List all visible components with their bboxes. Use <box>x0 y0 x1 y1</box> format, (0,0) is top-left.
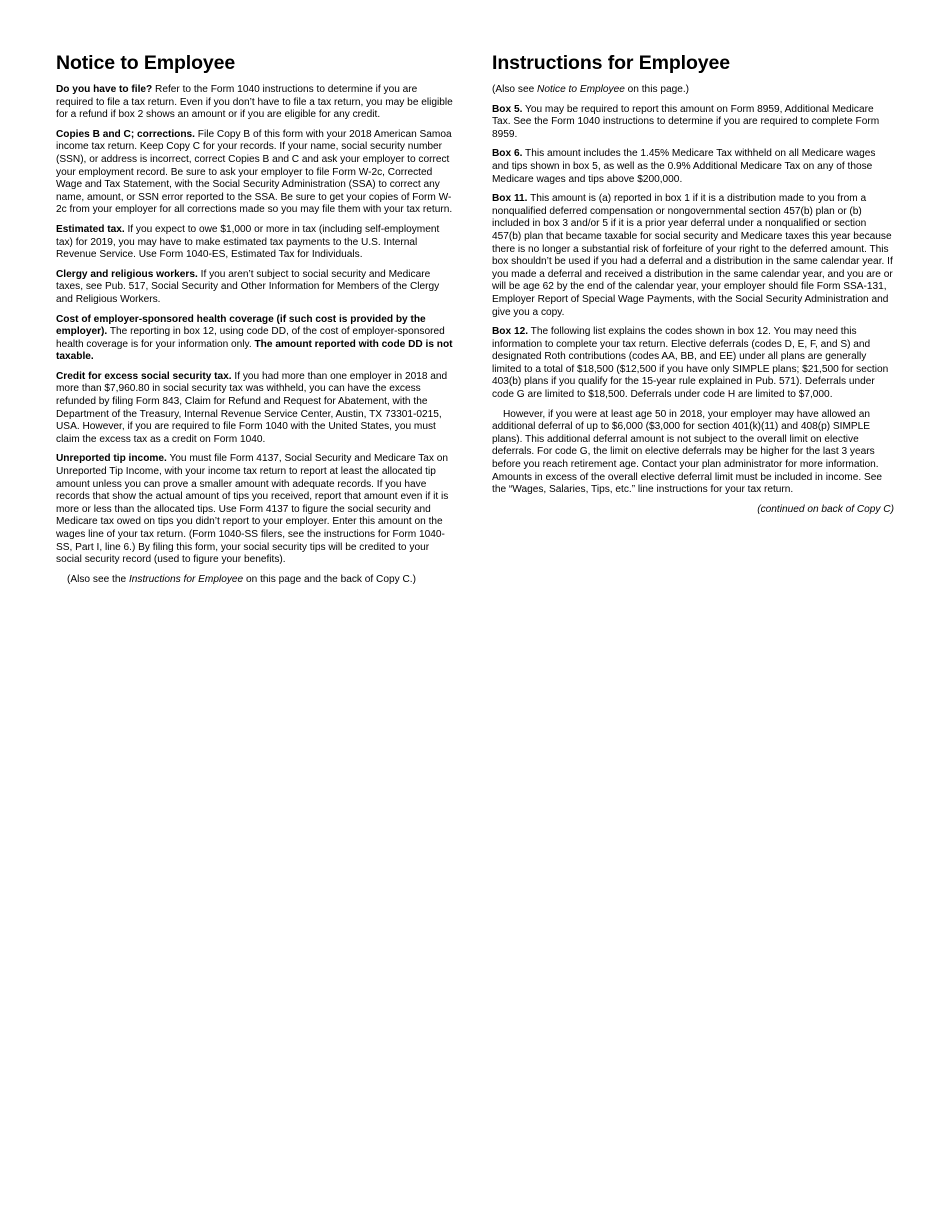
notice-see-also-post: on this page and the back of Copy C.) <box>246 573 416 585</box>
paragraph-box11 <box>492 193 894 319</box>
instructions-for-employee-column <box>492 52 894 523</box>
text-box11: This amount is (a) reported in box 1 if it is a distribution made to you from a nonqualified deferred compensation or nongovernmental section 457(b) plan or (b) included in box 3 and/or 5 if it is a prior year deferral under a nonqualified or section 457(b) plan that became taxable for social security and Medicare taxes this year because there is no longer a substantial risk of forfeiture of your right to the deferred amount. This box shouldn’t be used if you had a deferral and a distribution in the same calendar year. If you made a deferral and received a distribution in the same calendar year, and you are or will be age 62 by the end of the calendar year, your employer should file Form SSA-131, Employer Report of Special Wage Payments, with the Social Security Administration and give you a copy. <box>492 193 893 318</box>
heading-estimated: Estimated tax. <box>56 223 125 235</box>
heading-box5: Box 5. <box>492 103 523 115</box>
heading-clergy: Clergy and religious workers. <box>56 268 198 280</box>
text-health-bold: The amount reported with code DD is not taxable. <box>56 338 453 363</box>
heading-copies: Copies B and C; corrections. <box>56 128 195 140</box>
notice-see-also-pre: (Also see the <box>67 573 127 585</box>
paragraph-clergy <box>56 269 456 307</box>
notice-to-employee-column <box>56 52 456 593</box>
text-tip: You must file Form 4137, Social Security and Medicare Tax on Unreported Tip Income, with your income tax return to report at least the allocated tip amount unless you can prove a smaller amount with adequate records. If you have records that show the actual amount of tips you received, report that amount even if it is more or less than the allocated tips. Use Form 4137 to figure the social security and Medicare tax owed on tips you didn’t report to your employer. Enter this amount on the wages line of your tax return. (Form 1040-SS filers, see the instructions for Form 1040-SS, Part I, line 6.) By filing this form, your social security tips will be credited to your social security record (used to figure your benefits). <box>56 453 449 566</box>
text-credit: If you had more than one employer in 2018 and more than $7,960.80 in social security tax was withheld, you can have the excess refunded by filing Form 843, Claim for Refund and Request for Abatement, with the Department of the Treasury, Internal Revenue Service Center, Austin, TX 73301-0215, USA. However, if you are required to file Form 1040 with the United States, you must claim the excess tax as a credit on Form 1040. <box>56 370 448 445</box>
text-box5: You may be required to report this amount on Form 8959, Additional Medicare Tax. See the Form 1040 instructions to determine if you are required to complete Form 8959. <box>492 103 880 140</box>
paragraph-box6 <box>492 148 894 186</box>
heading-health: Cost of employer-sponsored health coverage (if such cost is provided by the employer). <box>56 313 426 338</box>
paragraph-estimated <box>56 224 456 262</box>
paragraph-box12-continued: However, if you were at least age 50 in 2018, your employer may have allowed an additional deferral of up to $6,000 ($3,000 for section 401(k)(11) and 408(p) SIMPLE plans). This additional deferral amount is not subject to the overall limit on elective deferrals. For code G, the limit on elective deferrals may be higher for the last 3 years before you reach retirement age. Contact your plan administrator for more information. Amounts in excess of the overall elective deferral limit must be included in income. See the “Wages, Salaries, Tips, etc.” line instructions for your tax return. <box>492 408 883 496</box>
paragraph-instructions-see-also <box>492 84 894 97</box>
continued-note: (continued on back of Copy C) <box>757 503 894 515</box>
instructions-see-also-post: on this page.) <box>627 84 690 95</box>
heading-box11: Box 11. <box>492 193 528 205</box>
heading-tip: Unreported tip income. <box>56 453 167 465</box>
heading-credit: Credit for excess social security tax. <box>56 370 232 382</box>
paragraph-file <box>56 84 456 122</box>
paragraph-notice-see-also <box>56 574 456 587</box>
instructions-see-also-pre: (Also see <box>492 84 535 95</box>
notice-see-also-italic: Instructions for Employee <box>128 573 244 585</box>
heading-box6: Box 6. <box>492 148 523 160</box>
text-clergy: If you aren’t subject to social security and Medicare taxes, see Pub. 517, Social Security and Other Information for Members of the Clergy and Religious Workers. <box>56 268 440 305</box>
instructions-see-also-italic: Notice to Employee <box>537 84 625 95</box>
paragraph-box5 <box>492 104 894 142</box>
paragraph-credit <box>56 371 456 447</box>
paragraph-tip <box>56 453 456 566</box>
heading-box12: Box 12. <box>492 326 529 338</box>
paragraph-copies <box>56 129 456 217</box>
text-copies: File Copy B of this form with your 2018 American Samoa income tax return. Keep Copy C for your records. If your name, social security number (SSN), or address is incorrect, correct Copies B and C and ask your employer to correct your employment record. Be sure to ask your employer to file Form W-2c, Corrected Wage and Tax Statement, with the Social Security Administration (SSA) to correct any name, amount, or SSN error reported to the SSA. Be sure to get your copies of Form W-2c from your employer for all corrections made so you may file them with your tax return. <box>56 128 453 216</box>
paragraph-health <box>56 314 456 364</box>
paragraph-box12 <box>492 326 894 402</box>
notice-title: Notice to Employee <box>56 52 236 74</box>
text-estimated: If you expect to owe $1,000 or more in tax (including self-employment tax) for 2019, you may have to make estimated tax payments to the U.S. Internal Revenue Service. Use Form 1040-ES, Estimated Tax for Individuals. <box>56 223 440 261</box>
text-file: Refer to the Form 1040 instructions to determine if you are required to file a tax return. Even if you don’t have to file a tax return, you may be eligible for a refund if box 2 shows an amount or if you are eligible for any credit. <box>56 84 453 121</box>
text-box6: This amount includes the 1.45% Medicare Tax withheld on all Medicare wages and tips shown in box 5, as well as the 0.9% Additional Medicare Tax on any of those Medicare wages and tips above $200,000. <box>492 148 876 185</box>
text-box12: The following list explains the codes shown in box 12. You may need this information to complete your tax return. Elective deferrals (codes D, E, F, and S) and designated Roth contributions (codes AA, BB, and EE) under all plans are generally limited to a total of $18,500 ($12,500 if you have only SIMPLE plans; $21,500 for section 403(b) plans if you qualify for the 15-year rule explained in Pub. 571). Deferrals under code G are limited to $18,500. Deferrals under code H are limited to $7,000. <box>492 326 889 401</box>
heading-file: Do you have to file? <box>56 84 153 95</box>
instructions-title: Instructions for Employee <box>492 52 731 74</box>
text-health: The reporting in box 12, using code DD, of the cost of employer-sponsored health coverage is for your information only. <box>56 326 445 350</box>
